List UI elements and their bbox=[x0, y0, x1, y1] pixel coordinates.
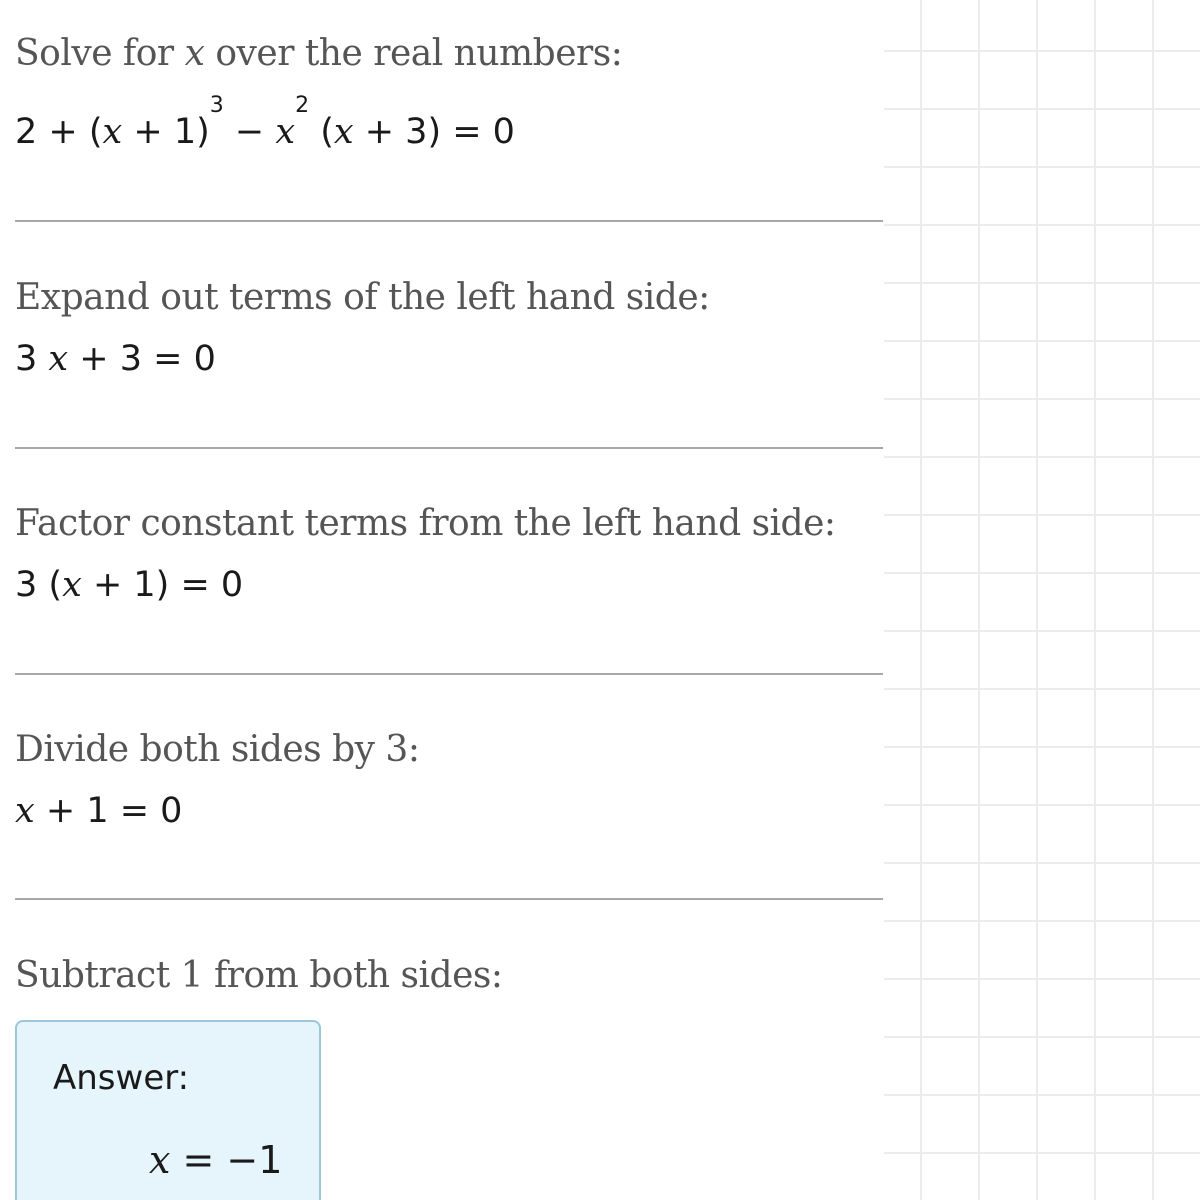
problem-equation: $2 + (x + 1)^3 - x^2$ (x + 3) = 0 bbox=[15, 93, 515, 152]
step-equation: 3 x + 3 = 0 bbox=[15, 339, 216, 379]
answer-equation: x = −1 bbox=[149, 1138, 283, 1182]
step-title: Factor constant terms from the left hand side: bbox=[15, 503, 836, 544]
answer-label: Answer: bbox=[53, 1058, 190, 1098]
step-5 bbox=[15, 954, 883, 998]
step-equation: 3 (x + 1) = 0 bbox=[15, 565, 244, 605]
divider bbox=[15, 220, 883, 222]
divider bbox=[15, 898, 883, 900]
step-4 bbox=[15, 728, 883, 833]
step-3 bbox=[15, 502, 883, 607]
step-title: Solve for x over the real numbers: bbox=[15, 33, 623, 74]
divider bbox=[15, 447, 883, 449]
step-title: Subtract 1 from both sides: bbox=[15, 955, 503, 996]
step-2 bbox=[15, 276, 883, 381]
variable: x bbox=[184, 33, 205, 74]
divider bbox=[15, 673, 883, 675]
step-title: Expand out terms of the left hand side: bbox=[15, 277, 710, 318]
step-title: Divide both sides by 3: bbox=[15, 729, 420, 770]
step-1 bbox=[15, 32, 883, 154]
answer-box bbox=[15, 1020, 321, 1200]
step-equation: x + 1 = 0 bbox=[15, 791, 183, 831]
